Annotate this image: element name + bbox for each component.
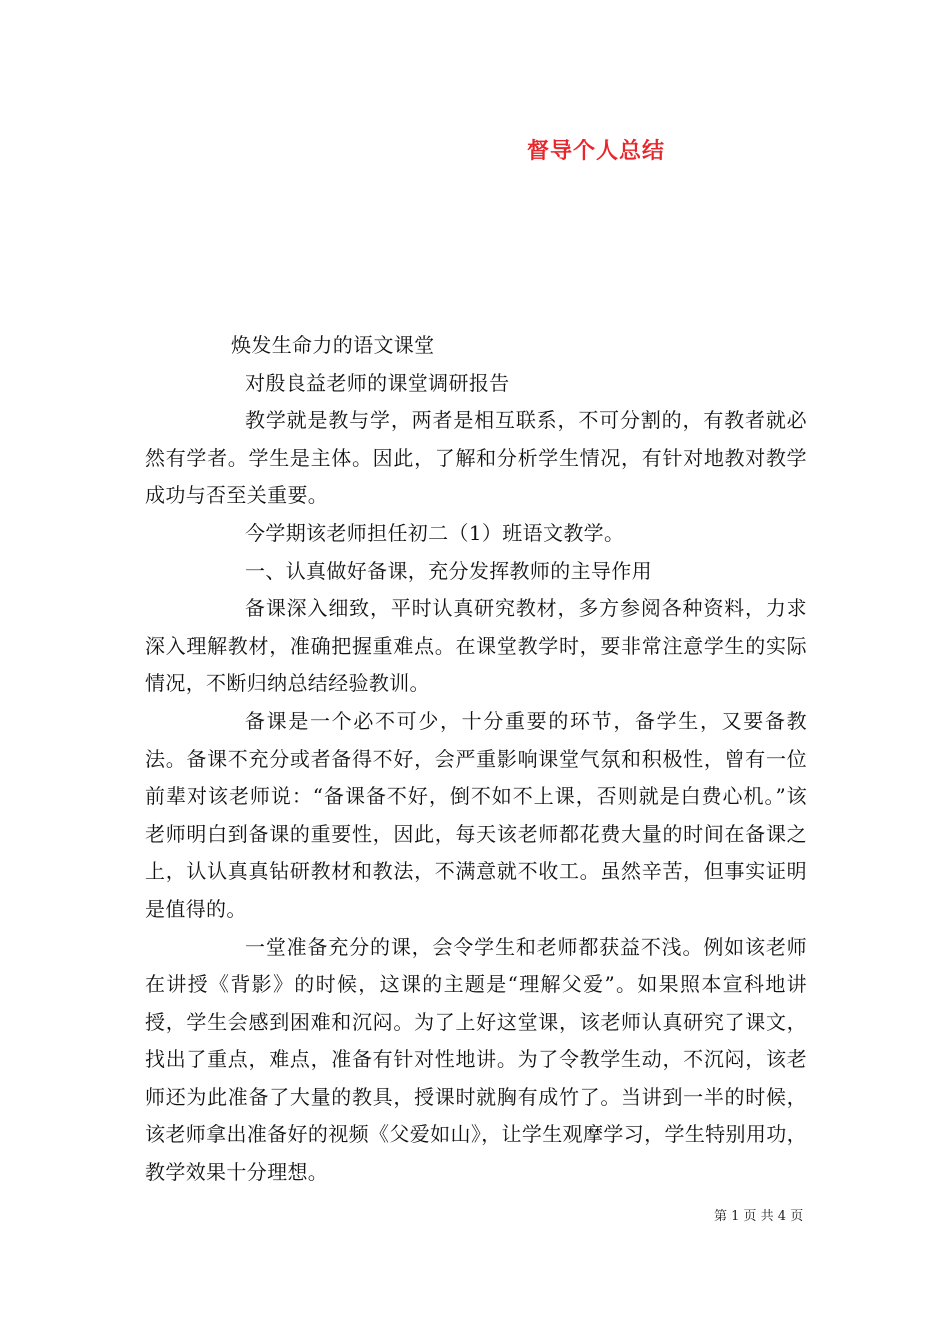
document-body (145, 327, 807, 1192)
paragraph-importance: 备课是一个必不可少，十分重要的环节，备学生，又要备教法。备课不充分或者备得不好，会严重影响课堂气氛和积极性，曾有一位前辈对该老师说：“备课备不好，倒不如不上课，否则就是白费心机。”该老师明白到备课的重要性，因此，每天该老师都花费大量的时间在备课之上，认认真真钻研教材和教法，不满意就不收工。虽然辛苦，但事实证明是值得的。 (145, 708, 807, 921)
subtitle-heading: 焕发生命力的语文课堂 (231, 333, 435, 357)
report-heading: 对殷良益老师的课堂调研报告 (245, 370, 510, 395)
document-title: 督导个人总结 (527, 138, 666, 164)
paragraph-example: 一堂准备充分的课，会令学生和老师都获益不浅。例如该老师在讲授《背影》的时候，这课的主题是“理解父爱”。如果照本宣科地讲授，学生会感到困难和沉闷。为了上好这堂课，该老师认真研究了课文，找出了重点，难点，准备有针对性地讲。为了令教学生动，不沉闷，该老师还为此准备了大量的教具，授课时就胸有成竹了。当讲到一半的时候，该老师拿出准备好的视频《父爱如山》，让学生观摩学习，学生特别用功，教学效果十分理想。 (145, 934, 807, 1185)
paragraph-class-info: 今学期该老师担任初二（1）班语文教学。 (245, 520, 625, 545)
page-number-footer: 第 1 页 共 4 页 (714, 1209, 804, 1224)
paragraph-intro: 教学就是教与学，两者是相互联系，不可分割的，有教者就必然有学者。学生是主体。因此，了解和分析学生情况，有针对地教对教学成功与否至关重要。 (145, 408, 807, 508)
paragraph-preparation: 备课深入细致，平时认真研究教材，多方参阅各种资料，力求深入理解教材，准确把握重难点。在课堂教学时，要非常注意学生的实际情况，不断归纳总结经验教训。 (145, 596, 807, 696)
section-heading-1: 一、认真做好备课，充分发挥教师的主导作用 (245, 558, 652, 583)
